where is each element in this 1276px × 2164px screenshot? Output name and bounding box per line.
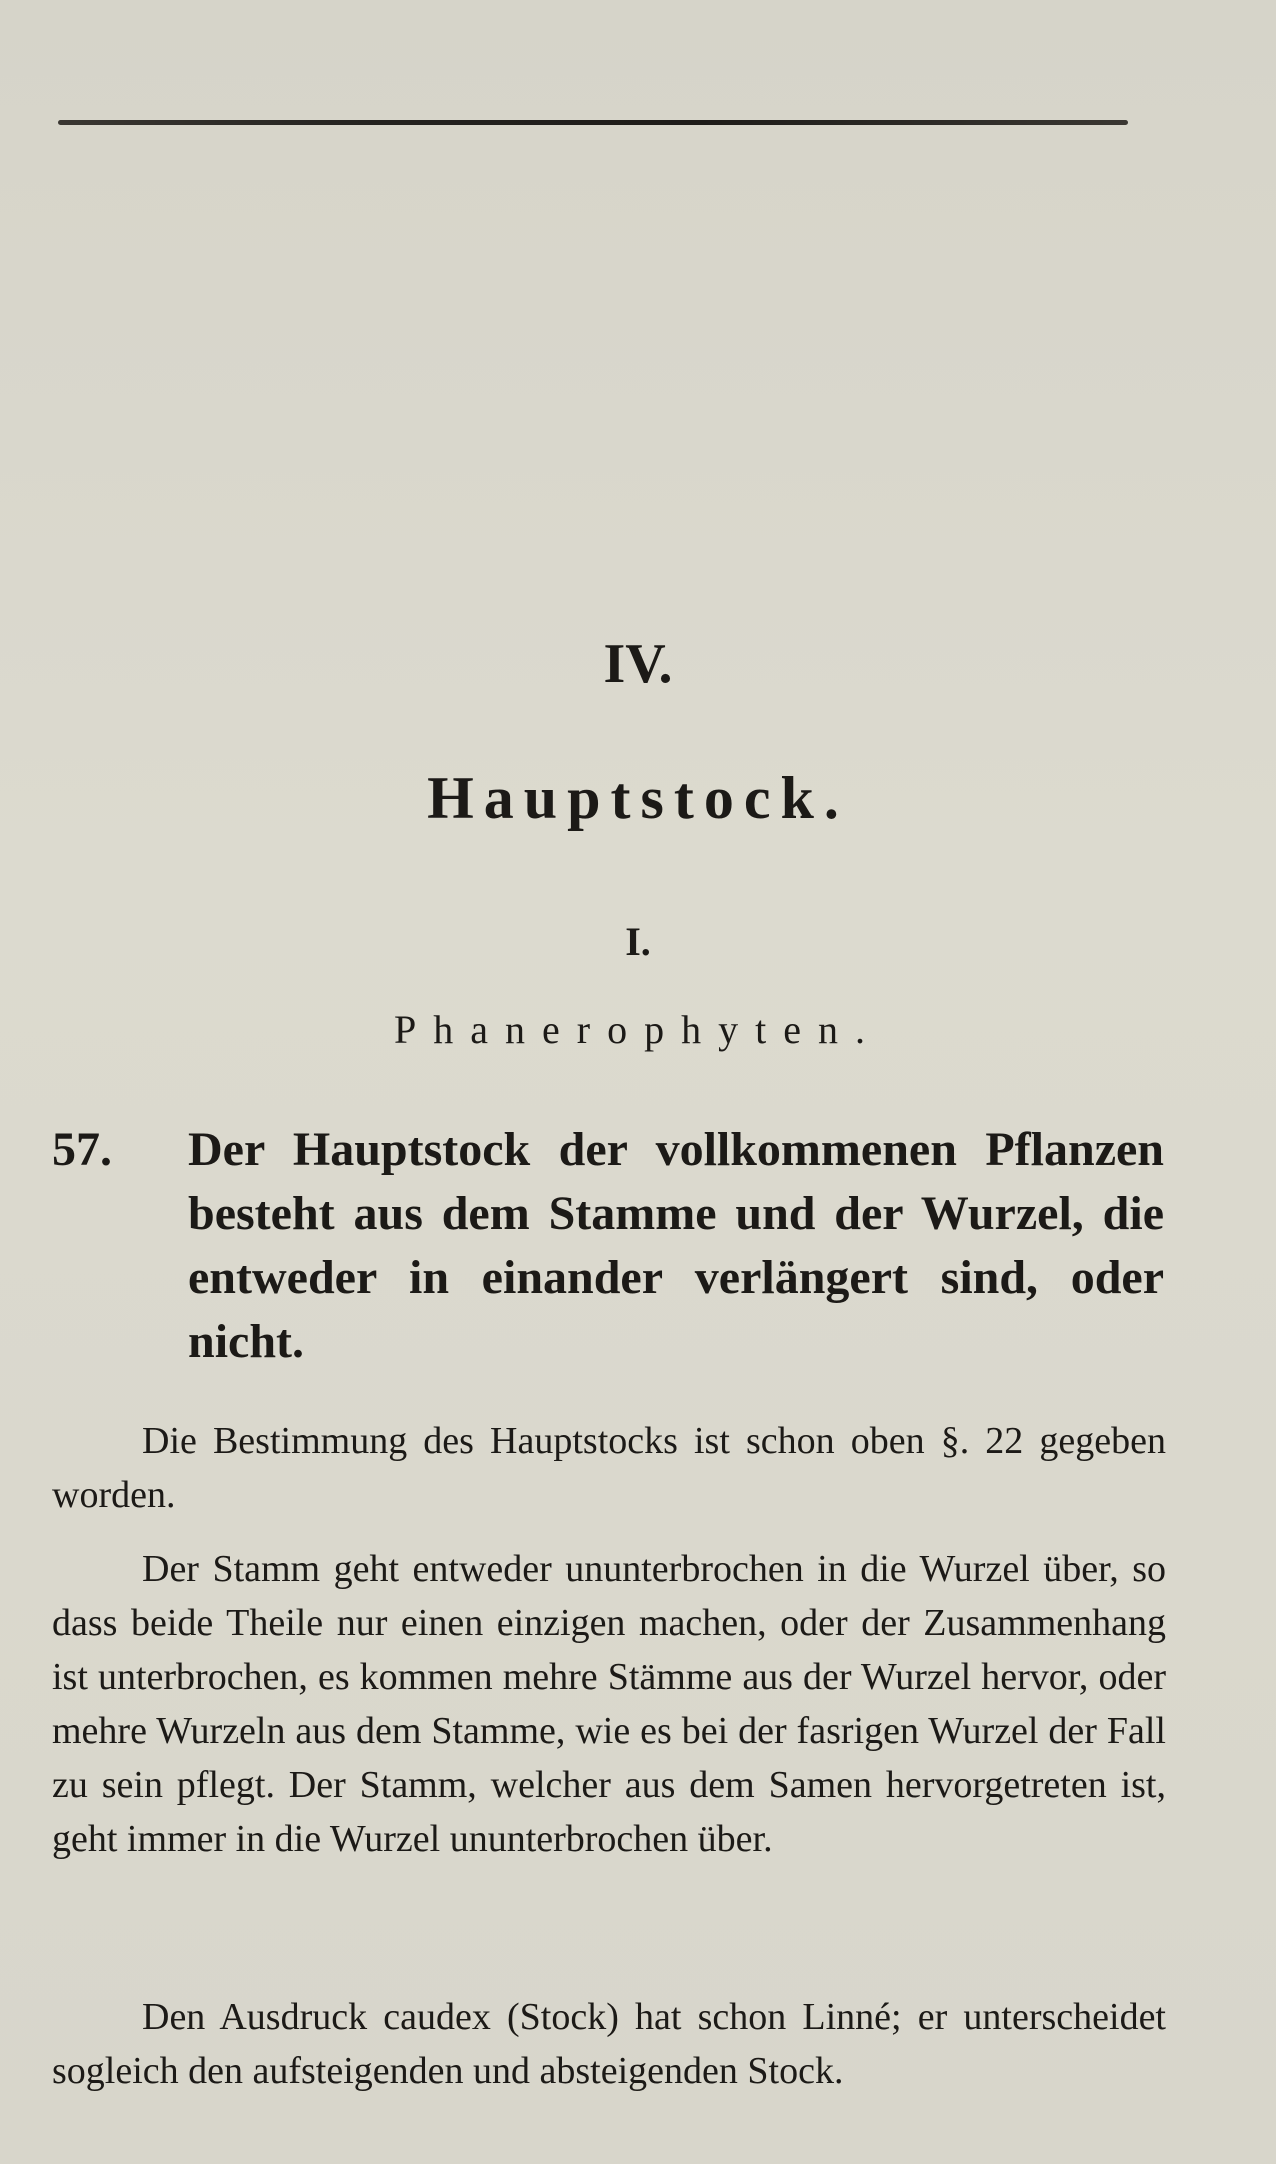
chapter-number: IV. <box>603 633 673 695</box>
paragraph-text: Der Stamm geht entweder ununterbrochen in die Wurzel über, so dass beide Theile nur einen einzigen machen, oder der Zusammenhang ist unterbrochen, es kommen mehre Stämme aus der Wurzel hervor, oder mehre Wurzeln aus dem Stamme, wie es bei der fasrigen Wurzel der Fall zu sein pflegt. Der Stamm, welcher aus dem Samen hervorgetreten ist, geht immer in die Wurzel ununterbrochen über. <box>52 1548 1166 1860</box>
body-paragraph-2 <box>52 1542 1166 1866</box>
thesis-text: Der Hauptstock der vollkommenen Pflanzen besteht aus dem Stamme und der Wurzel, die entweder in einander verlängert sind, oder nicht. <box>188 1123 1164 1368</box>
section-title: Phanerophyten. <box>394 1007 882 1052</box>
thesis-number: 57. <box>52 1123 112 1176</box>
section-number: I. <box>625 919 651 964</box>
thesis-paragraph <box>52 1118 1164 1374</box>
body-paragraph-1 <box>52 1414 1166 1522</box>
chapter-title: Hauptstock. <box>427 765 849 831</box>
header-rule <box>58 120 1128 125</box>
body-paragraph-3 <box>52 1990 1166 2098</box>
paragraph-text: Die Bestimmung des Hauptstocks ist schon oben §. 22 gegeben worden. <box>52 1420 1166 1516</box>
paragraph-text: Den Ausdruck caudex (Stock) hat schon Linné; er unterscheidet sogleich den aufsteigenden und absteigenden Stock. <box>52 1996 1166 2092</box>
